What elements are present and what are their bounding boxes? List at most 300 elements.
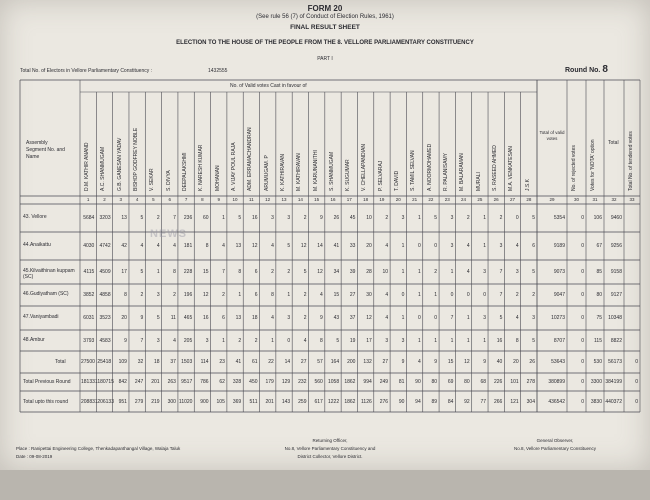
total-row-extra: 440372 — [605, 398, 622, 405]
column-number: 24 — [461, 197, 467, 202]
total-row-value: 105 — [216, 398, 225, 405]
total-row-value: 27 — [382, 359, 389, 365]
total-row-value: 278 — [526, 379, 535, 385]
segment-row-value: 3 — [287, 215, 291, 221]
segment-row-value: 5 — [532, 215, 535, 221]
segment-row-value: 7 — [173, 215, 176, 221]
segment-row-value: 5 — [532, 269, 535, 275]
total-row-value: 232 — [298, 379, 307, 385]
segment-row-value: 2 — [499, 215, 503, 221]
segment-row-extra: 9460 — [610, 215, 622, 221]
segment-row-value: 1 — [287, 292, 291, 298]
total-row-value: 77 — [480, 398, 487, 405]
total-row-value: 201 — [151, 379, 160, 385]
total-row-value: 300 — [167, 398, 176, 405]
segment-row-value: 0 — [466, 292, 470, 298]
segment-row-value: 1 — [450, 269, 454, 275]
total-row-value: 121 — [510, 398, 519, 405]
segment-row-extra: 8707 — [553, 337, 565, 344]
segment-row-extra: 0 — [581, 292, 584, 298]
segment-row-value: 3 — [450, 215, 454, 221]
column-number: 28 — [526, 197, 532, 202]
total-row-value: 617 — [314, 398, 323, 405]
segment-row-value: 2 — [287, 269, 291, 275]
segment-row-value: 2 — [532, 292, 535, 298]
total-row-value: 279 — [134, 398, 144, 405]
segment-row-value: 6 — [222, 315, 225, 321]
candidate-name: A. NOORMOHAMED — [426, 143, 433, 191]
total-row-value: 450 — [249, 379, 258, 385]
returning-officer-line3: District Collector, Vellore District. — [297, 454, 363, 459]
column-number: 5 — [152, 197, 155, 202]
total-row-value: 23 — [219, 359, 225, 365]
total-row-value: 560 — [314, 379, 323, 385]
total-row-value: 69 — [447, 379, 454, 385]
segment-row-value: 3 — [515, 269, 519, 275]
segment-row-value: 181 — [183, 243, 193, 249]
segment-row-value: 1 — [417, 292, 421, 298]
segment-row-value: 4 — [385, 243, 389, 249]
column-number: 27 — [510, 197, 516, 202]
segment-row-value: 9 — [124, 337, 127, 344]
segment-row-value: 19 — [349, 337, 356, 344]
segment-row-value: 4115 — [83, 269, 95, 275]
total-row-value: 90 — [398, 398, 405, 405]
column-number: 31 — [592, 197, 598, 202]
candidate-name: K. SUGUMAR — [345, 159, 352, 191]
segment-row-value: 5 — [499, 315, 503, 321]
total-row-extra: 0 — [635, 398, 638, 405]
total-row-value: 266 — [494, 398, 503, 405]
candidate-name: V. CHELLAPANDIAN — [361, 144, 368, 191]
segment-row-extra: 0 — [581, 215, 584, 221]
segment-row-value: 0 — [434, 243, 438, 249]
segment-row-value: 1 — [434, 337, 438, 344]
total-row-value: 26 — [529, 359, 535, 365]
total-row-value: 32 — [137, 359, 144, 365]
candidate-name: P. SELVARAJ — [377, 160, 384, 191]
segment-row-value: 0 — [515, 215, 519, 221]
candidate-name: DEEPALAKSHMI — [181, 152, 188, 191]
segment-row-value: 0 — [401, 292, 405, 298]
total-row-value: 27500 — [81, 359, 95, 365]
segment-row-extra: 80 — [596, 292, 602, 298]
total-row-value: 18 — [154, 359, 160, 365]
segment-row-value: 3 — [385, 337, 389, 344]
column-number: 18 — [363, 197, 369, 202]
segment-row-value: 43 — [333, 315, 340, 321]
segment-row-value: 11 — [170, 315, 176, 321]
candidate-name: M. BALARAMAN — [459, 153, 466, 191]
segment-row-value: 2 — [434, 269, 438, 275]
segment-row-extra: 75 — [596, 315, 602, 321]
segment-row-value: 5 — [287, 243, 291, 249]
column-number: 8 — [201, 197, 204, 202]
segment-row-value: 196 — [183, 292, 193, 298]
segment-row-value: 4 — [466, 243, 470, 249]
segment-row-value: 228 — [183, 269, 193, 275]
segment-row-value: 41 — [333, 243, 340, 249]
total-row-value: 57 — [317, 359, 323, 365]
segment-row-value: 3 — [499, 243, 503, 249]
segment-row-value: 8 — [515, 337, 519, 344]
segment-row-value: 16 — [496, 337, 503, 344]
segment-row-value: 3523 — [99, 315, 111, 321]
column-number: 29 — [549, 197, 555, 202]
total-row-value: 37 — [170, 359, 176, 365]
total-row-label: Total upto this round — [23, 398, 69, 405]
returning-officer-title: Returning Officer, — [312, 438, 348, 443]
total-row-value: 259 — [298, 398, 307, 405]
total-row-extra: 0 — [581, 398, 584, 405]
segment-row-value: 28 — [366, 269, 372, 275]
segment-row-value: 3 — [287, 315, 291, 321]
total-row-value: 181331 — [81, 379, 98, 385]
total-row-extra: 56173 — [608, 359, 622, 365]
column-number: 1 — [86, 197, 90, 202]
segment-row-value: 3 — [483, 315, 487, 321]
segment-row-value: 0 — [287, 337, 291, 344]
column-number: 13 — [281, 197, 287, 202]
total-row-extra: 0 — [581, 379, 584, 385]
total-row-value: 11020 — [178, 398, 193, 405]
segment-row-value: 5 — [434, 215, 438, 221]
segment-row-value: 1 — [238, 292, 242, 298]
segment-row-value: 12 — [203, 292, 209, 298]
total-row-value: 9 — [434, 359, 438, 365]
segment-row-extra: 9256 — [610, 243, 622, 249]
segment-row-value: 3 — [156, 337, 160, 344]
segment-row-value: 12 — [251, 243, 258, 249]
general-observer-line2: No.8, Vellore Parliamentary Constituency — [513, 446, 597, 451]
column-number: 32 — [611, 197, 617, 202]
candidate-name: S. DIVYA — [165, 170, 172, 191]
round-label: Round No. — [565, 67, 601, 74]
total-row-value: 129 — [281, 379, 291, 385]
segment-row-value: 12 — [317, 269, 323, 275]
segment-header: Assembly Segment No. and Name — [26, 140, 65, 160]
segment-row-extra: 0 — [581, 337, 584, 344]
candidate-name: ARUMUGAM. P — [263, 155, 270, 191]
total-row-value: 9 — [483, 359, 487, 365]
column-number: 23 — [444, 197, 450, 202]
segment-row-value: 12 — [366, 315, 372, 321]
total-row-extra: 384199 — [605, 379, 622, 385]
segment-row-value: 6031 — [83, 315, 95, 321]
segment-name: 46.Gudiyatham (SC) — [23, 291, 69, 297]
segment-row-value: 5 — [532, 337, 535, 344]
segment-row-value: 5 — [140, 269, 144, 275]
electors-label: Total No. of Electors in Vellore Parliamentary Constituency : — [20, 68, 153, 74]
segment-row-value: 5 — [140, 215, 144, 221]
total-row-value: 842 — [118, 379, 127, 385]
total-row-value: 900 — [200, 398, 209, 405]
candidates-header: No. of Valid votes Cast in favour of — [230, 83, 307, 89]
segment-row-value: 5 — [336, 337, 340, 344]
total-row-value: 369 — [232, 398, 242, 405]
candidate-name: MURALI — [475, 172, 482, 191]
segment-row-value: 14 — [317, 243, 323, 249]
segment-row-value: 45 — [349, 215, 356, 221]
total-row-value: 12 — [464, 359, 470, 365]
segment-row-value: 1 — [417, 269, 421, 275]
total-row-value: 511 — [249, 398, 258, 405]
segment-row-value: 9 — [320, 315, 323, 321]
segment-row-value: 3203 — [99, 215, 111, 221]
column-number: 4 — [135, 197, 139, 202]
candidate-name: BISHOP GODFREY NOBLE — [132, 127, 139, 191]
segment-row-extra: 0 — [581, 315, 584, 321]
segment-row-extra: 85 — [596, 269, 602, 275]
segment-row-extra: 0 — [581, 243, 584, 249]
segment-row-value: 7 — [140, 337, 144, 344]
segment-row-value: 13 — [235, 315, 242, 321]
total-row-extra: 53643 — [551, 359, 565, 365]
segment-row-value: 4 — [156, 243, 160, 249]
segment-row-value: 7 — [499, 292, 503, 298]
candidate-name: K. NARESH KUMAR — [198, 144, 205, 191]
segment-row-value: 5 — [156, 315, 160, 321]
segment-row-value: 3852 — [83, 292, 95, 298]
total-row-value: 164 — [330, 359, 340, 365]
footer-place: Place : Ranipettai Engineering College, Thenkadapanthangal Village, Walaja Taluk — [16, 446, 181, 451]
column-number: 14 — [297, 197, 303, 202]
segment-row-value: 18 — [251, 315, 258, 321]
returning-officer-line2: No.8, Vellore Parliamentary Constituency and — [284, 446, 376, 451]
segment-row-value: 1 — [434, 292, 438, 298]
round-value: 8 — [602, 64, 608, 75]
segment-row-value: 8 — [271, 292, 274, 298]
total-row-value: 1222 — [328, 398, 340, 405]
segment-row-value: 6 — [532, 243, 535, 249]
segment-row-value: 8 — [205, 243, 209, 249]
candidate-name: A.C. SHANMUGAM — [100, 146, 107, 191]
footer-date: Date : 09-08-2019 — [16, 454, 53, 459]
column-number: 9 — [217, 197, 220, 202]
segment-row-value: 4 — [222, 243, 225, 249]
segment-row-value: 1 — [466, 337, 470, 344]
total-row-value: 27 — [300, 359, 307, 365]
total-row-value: 219 — [151, 398, 160, 405]
total-row-value: 101 — [510, 379, 519, 385]
total-row-value: 1862 — [344, 379, 356, 385]
total-row-value: 1058 — [328, 379, 340, 385]
segment-row-value: 0 — [417, 315, 421, 321]
segment-row-value: 37 — [349, 315, 356, 321]
total-row-value: 263 — [167, 379, 176, 385]
segment-row-value: 1 — [483, 337, 487, 344]
total-row-extra: 380899 — [548, 379, 565, 385]
segment-row-value: 4 — [385, 292, 389, 298]
segment-row-value: 5 — [238, 215, 242, 221]
segment-row-extra: 5354 — [553, 215, 565, 221]
total-row-value: 61 — [251, 359, 258, 365]
column-number: 15 — [314, 197, 320, 202]
total-row-value: 62 — [219, 379, 225, 385]
extra-column-header: Votes for 'NOTA' option — [590, 139, 596, 191]
segment-row-value: 1 — [156, 269, 160, 275]
total-row-value: 14 — [284, 359, 291, 365]
segment-name: 44.Anaikattu — [23, 242, 51, 248]
segment-row-value: 2 — [466, 215, 470, 221]
segment-name: 47.Vaniyambadi — [23, 314, 59, 320]
segment-row-value: 4 — [271, 315, 274, 321]
column-number: 17 — [346, 197, 352, 202]
segment-row-value: 15 — [333, 292, 340, 298]
total-row-value: 951 — [118, 398, 127, 405]
segment-row-value: 13 — [235, 243, 242, 249]
total-row-value: 84 — [447, 398, 454, 405]
total-row-label: Total — [55, 359, 66, 365]
segment-row-value: 2 — [238, 337, 242, 344]
extra-column-header: Total No. of tendered votes — [628, 131, 634, 191]
segment-row-value: 1 — [271, 337, 274, 344]
segment-row-extra: 9158 — [610, 269, 622, 275]
total-row-extra: 530 — [593, 359, 602, 365]
column-number: 21 — [412, 197, 418, 202]
candidate-name: G.B. GANESAN YADAV — [116, 137, 123, 191]
column-number: 6 — [168, 197, 172, 202]
segment-row-extra: 67 — [596, 243, 602, 249]
total-row-value: 92 — [464, 398, 470, 405]
segment-row-value: 1 — [401, 269, 405, 275]
total-row-value: 68 — [480, 379, 487, 385]
segment-row-value: 1 — [417, 337, 421, 344]
segment-row-value: 4 — [320, 292, 323, 298]
total-row-value: 304 — [526, 398, 535, 405]
segment-name: 43. Vellore — [23, 214, 47, 220]
total-row-value: 9 — [401, 359, 405, 365]
segment-row-value: 0 — [434, 315, 438, 321]
segment-row-value: 0 — [450, 292, 454, 298]
segment-row-value: 1 — [401, 243, 405, 249]
candidate-name: S. TAMIL SELVAN — [410, 150, 417, 191]
segment-row-extra: 9047 — [553, 292, 565, 298]
segment-row-value: 2 — [140, 292, 144, 298]
segment-row-value: 15 — [203, 269, 209, 275]
segment-row-value: 2 — [303, 292, 307, 298]
segment-row-value: 30 — [366, 292, 372, 298]
column-number: 10 — [232, 197, 238, 202]
total-row-value: 9517 — [181, 379, 193, 385]
segment-row-value: 16 — [251, 215, 258, 221]
segment-row-value: 205 — [183, 337, 193, 344]
total-row-value: 994 — [363, 379, 372, 385]
candidate-name: T. DAVID — [394, 170, 401, 191]
segment-row-value: 34 — [333, 269, 340, 275]
segment-row-value: 7 — [222, 269, 225, 275]
column-number: 20 — [395, 197, 401, 202]
form-number: FORM 20 — [307, 4, 343, 13]
segment-name: 45.Kilvaithinan kuppam (SC) — [23, 268, 75, 280]
segment-row-value: 6 — [254, 292, 258, 298]
segment-row-extra: 0 — [581, 269, 584, 275]
column-number: 16 — [330, 197, 336, 202]
segment-row-value: 9 — [140, 315, 144, 321]
total-row-value: 1862 — [344, 398, 356, 405]
column-number: 2 — [103, 197, 106, 202]
segment-row-value: 5684 — [83, 215, 95, 221]
total-row-value: 276 — [379, 398, 389, 405]
segment-row-value: 8 — [238, 269, 242, 275]
candidate-name: ADM. ERRAMACHANDRAN — [247, 127, 254, 191]
segment-row-value: 1 — [483, 243, 487, 249]
segment-row-value: 17 — [121, 269, 127, 275]
watermark: NEWS — [150, 228, 187, 240]
total-row-value: 180715 — [97, 379, 114, 385]
segment-row-value: 17 — [366, 337, 372, 344]
candidate-name: MOHANAN — [214, 165, 221, 191]
segment-row-value: 2 — [173, 292, 176, 298]
total-row-value: 208831 — [81, 398, 98, 405]
total-row-value: 226 — [494, 379, 503, 385]
segment-row-value: 0 — [483, 292, 487, 298]
segment-row-value: 4 — [173, 337, 176, 344]
segment-row-value: 3 — [532, 315, 535, 321]
segment-row-value: 4 — [385, 315, 389, 321]
segment-row-value: 10 — [366, 215, 372, 221]
column-number: 7 — [184, 197, 188, 202]
candidate-name: V. SEKAR — [149, 168, 156, 191]
total-row-value: 40 — [496, 359, 503, 365]
segment-row-value: 8 — [320, 337, 323, 344]
total-row-label: Total Previous Round — [23, 379, 71, 385]
total-row-value: 4 — [417, 359, 421, 365]
candidate-name: D.M. KATHIR ANAND — [84, 142, 90, 191]
rule-reference: (See rule 56 (7) of Conduct of Election Rules, 1961) — [256, 14, 394, 20]
segment-row-value: 4742 — [99, 243, 111, 249]
segment-row-value: 1 — [222, 215, 225, 221]
total-row-extra: 3300 — [590, 379, 602, 385]
segment-row-value: 0 — [417, 243, 421, 249]
segment-row-extra: 10348 — [608, 315, 622, 321]
segment-row-value: 4 — [271, 243, 274, 249]
column-number: 22 — [428, 197, 434, 202]
candidate-name: M. KATHIRAVAN — [296, 153, 303, 191]
candidate-name: M. KARUNANITHI — [312, 150, 319, 191]
part-label: PART I — [317, 56, 333, 62]
total-row-value: 41 — [235, 359, 242, 365]
segment-row-value: 39 — [349, 269, 356, 275]
segment-row-value: 4 — [173, 243, 176, 249]
extra-column-header: No. of rejected votes — [571, 145, 577, 191]
candidate-name: J.S.K — [524, 179, 531, 191]
segment-row-value: 2 — [303, 215, 307, 221]
total-header: Total — [608, 140, 619, 146]
segment-row-extra: 9073 — [553, 269, 565, 275]
segment-row-value: 4 — [515, 243, 519, 249]
candidate-name: M.A. VENKATESAN — [508, 146, 515, 191]
segment-row-value: 236 — [183, 215, 193, 221]
total-row-extra: 3830 — [590, 398, 602, 405]
segment-row-value: 1 — [222, 337, 225, 344]
segment-row-value: 42 — [121, 243, 127, 249]
segment-row-value: 4 — [466, 269, 470, 275]
segment-row-value: 1 — [483, 215, 487, 221]
segment-row-value: 3 — [271, 215, 274, 221]
segment-row-value: 27 — [349, 292, 356, 298]
segment-row-value: 4 — [303, 337, 307, 344]
total-row-extra: 436542 — [548, 398, 565, 405]
segment-row-value: 1 — [401, 315, 405, 321]
segment-row-value: 2 — [303, 315, 307, 321]
electors-value: 1432555 — [208, 68, 228, 74]
segment-row-extra: 9189 — [553, 243, 565, 249]
segment-name: 48.Ambur — [23, 336, 45, 343]
segment-row-value: 5 — [303, 269, 307, 275]
candidate-name: S. RASEED AHMED — [492, 145, 499, 191]
candidate-name: K. KATHIRAVAN — [279, 154, 286, 191]
